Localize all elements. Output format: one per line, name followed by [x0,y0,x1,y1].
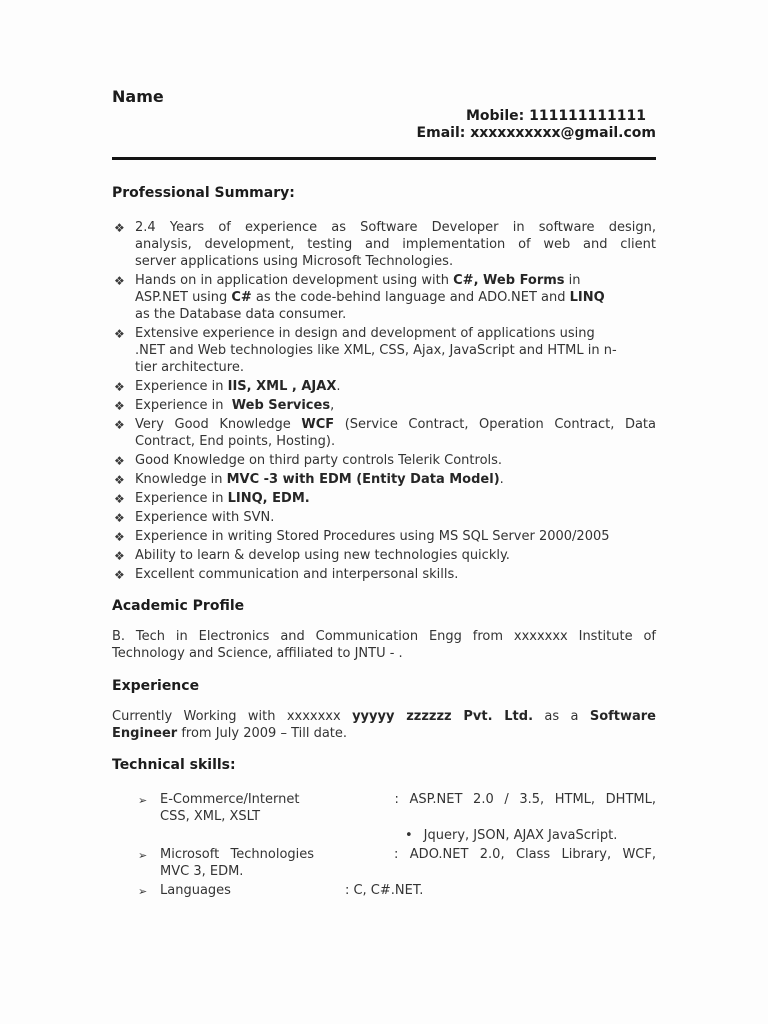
mobile-label: Mobile: [465,108,525,124]
text-line: Hands on in application development using with C#, Web Forms in [135,273,581,288]
diamond-bullet-icon: ❖ [114,274,125,288]
diamond-bullet-icon: ❖ [114,380,125,394]
skill-value: : C, C#.NET. [344,883,424,898]
item-text [135,509,656,526]
item-text [135,272,656,323]
header-divider [112,157,656,160]
text-line: Experience in Web Services, [135,398,335,413]
diamond-bullet-icon: ❖ [114,399,125,413]
summary-item [112,566,656,583]
text-line: ASP.NET using C# as the code-behind language and ADO.NET and LINQ [135,290,605,305]
skill-line [160,882,656,899]
diamond-bullet-icon: ❖ [114,530,125,544]
text-line: .NET and Web technologies like XML, CSS, Ajax, JavaScript and HTML in n- [135,343,617,358]
diamond-bullet-icon: ❖ [114,568,125,582]
dot-bullet-icon: • [405,828,413,843]
tab-spacer [314,857,394,858]
text-line: Currently Working with xxxxxxx yyyyy zzzzzz Pvt. Ltd. as a Software [112,709,657,724]
text-line: Contract, End points, Hosting). [135,434,336,449]
text-line: as the Database data consumer. [135,307,347,322]
text-line: Engineer from July 2009 – Till date. [112,726,348,741]
contact-block [112,108,656,141]
skill-value-continuation: MVC 3, EDM. [160,864,244,879]
skill-label: Microsoft Technologies [160,847,315,862]
item-text [135,416,656,450]
skill-line [160,791,656,808]
summary-item [112,509,656,526]
item-text [135,219,656,270]
sub-skill-text: Jquery, JSON, AJAX JavaScript. [423,828,618,843]
summary-item [112,416,656,450]
summary-item [112,471,656,488]
summary-item [112,547,656,564]
arrow-bullet-icon: ➢ [138,794,148,807]
section-title-experience: Experience [112,678,200,694]
academic-paragraph [112,628,656,662]
diamond-bullet-icon: ❖ [114,454,125,468]
technical-skills-list [112,791,656,899]
text-line: 2.4 Years of experience as Software Developer in software design, [135,220,656,235]
text-line: analysis, development, testing and implementation of web and client [135,237,656,252]
diamond-bullet-icon: ❖ [114,549,125,563]
summary-item [112,378,656,395]
text-line: Experience with SVN. [135,510,275,525]
skill-row-ecommerce [112,791,656,825]
tab-spacer [231,893,345,894]
experience-paragraph [112,708,656,742]
item-text [135,397,656,414]
mobile-value: 111111111111 [529,108,646,124]
sub-skill-line [405,827,656,844]
item-text [135,452,656,469]
arrow-bullet-icon: ➢ [138,885,148,898]
section-title-academic-profile: Academic Profile [112,598,245,614]
skill-value-continuation: CSS, XML, XSLT [160,809,261,824]
contact-mobile [112,108,656,125]
summary-item [112,272,656,323]
text-line: Technology and Science, affiliated to JNTU - . [112,646,403,661]
text-line: Excellent communication and interpersonal skills. [135,567,459,582]
summary-item [112,528,656,545]
text-line: tier architecture. [135,360,244,375]
item-text [135,378,656,395]
summary-item [112,325,656,376]
text-line: Good Knowledge on third party controls Telerik Controls. [135,453,503,468]
section-title-professional-summary: Professional Summary: [112,185,295,201]
arrow-bullet-icon: ➢ [138,849,148,862]
skill-value: : ADO.NET 2.0, Class Library, WCF, [394,847,656,862]
diamond-bullet-icon: ❖ [114,327,125,341]
item-text [135,490,656,507]
section-title-technical-skills: Technical skills: [112,757,236,773]
professional-summary-list [112,219,656,583]
skill-row-languages [112,882,656,899]
diamond-bullet-icon: ❖ [114,492,125,506]
skill-value: : ASP.NET 2.0 / 3.5, HTML, DHTML, [394,792,656,807]
item-text [135,528,656,545]
candidate-name: Name [112,87,164,106]
text-line: Ability to learn & develop using new technologies quickly. [135,548,510,563]
diamond-bullet-icon: ❖ [114,418,125,432]
text-line: Experience in LINQ, EDM. [135,491,310,506]
email-label: Email: [416,124,466,141]
item-text [135,566,656,583]
skill-line [160,846,656,863]
text-line: Knowledge in MVC -3 with EDM (Entity Data Model). [135,472,504,487]
text-line: Extensive experience in design and development of applications using [135,326,595,341]
summary-item [112,397,656,414]
skill-row-microsoft [112,846,656,880]
item-text [135,325,656,376]
text-line: Very Good Knowledge WCF (Service Contract, Operation Contract, Data [135,417,656,432]
diamond-bullet-icon: ❖ [114,473,125,487]
email-value: xxxxxxxxxx@gmail.com [470,124,656,141]
tab-spacer [299,802,394,803]
text-line: server applications using Microsoft Technologies. [135,254,454,269]
item-text [135,471,656,488]
diamond-bullet-icon: ❖ [114,221,125,235]
text-line: B. Tech in Electronics and Communication Engg from xxxxxxx Institute of [112,629,656,644]
text-line: Experience in writing Stored Procedures using MS SQL Server 2000/2005 [135,529,610,544]
skill-label: E-Commerce/Internet [160,792,300,807]
summary-item [112,490,656,507]
summary-item [112,452,656,469]
text-line: Experience in IIS, XML , AJAX. [135,379,341,394]
item-text [135,547,656,564]
contact-email [112,125,656,142]
skill-label: Languages [160,883,231,898]
summary-item [112,219,656,270]
diamond-bullet-icon: ❖ [114,511,125,525]
